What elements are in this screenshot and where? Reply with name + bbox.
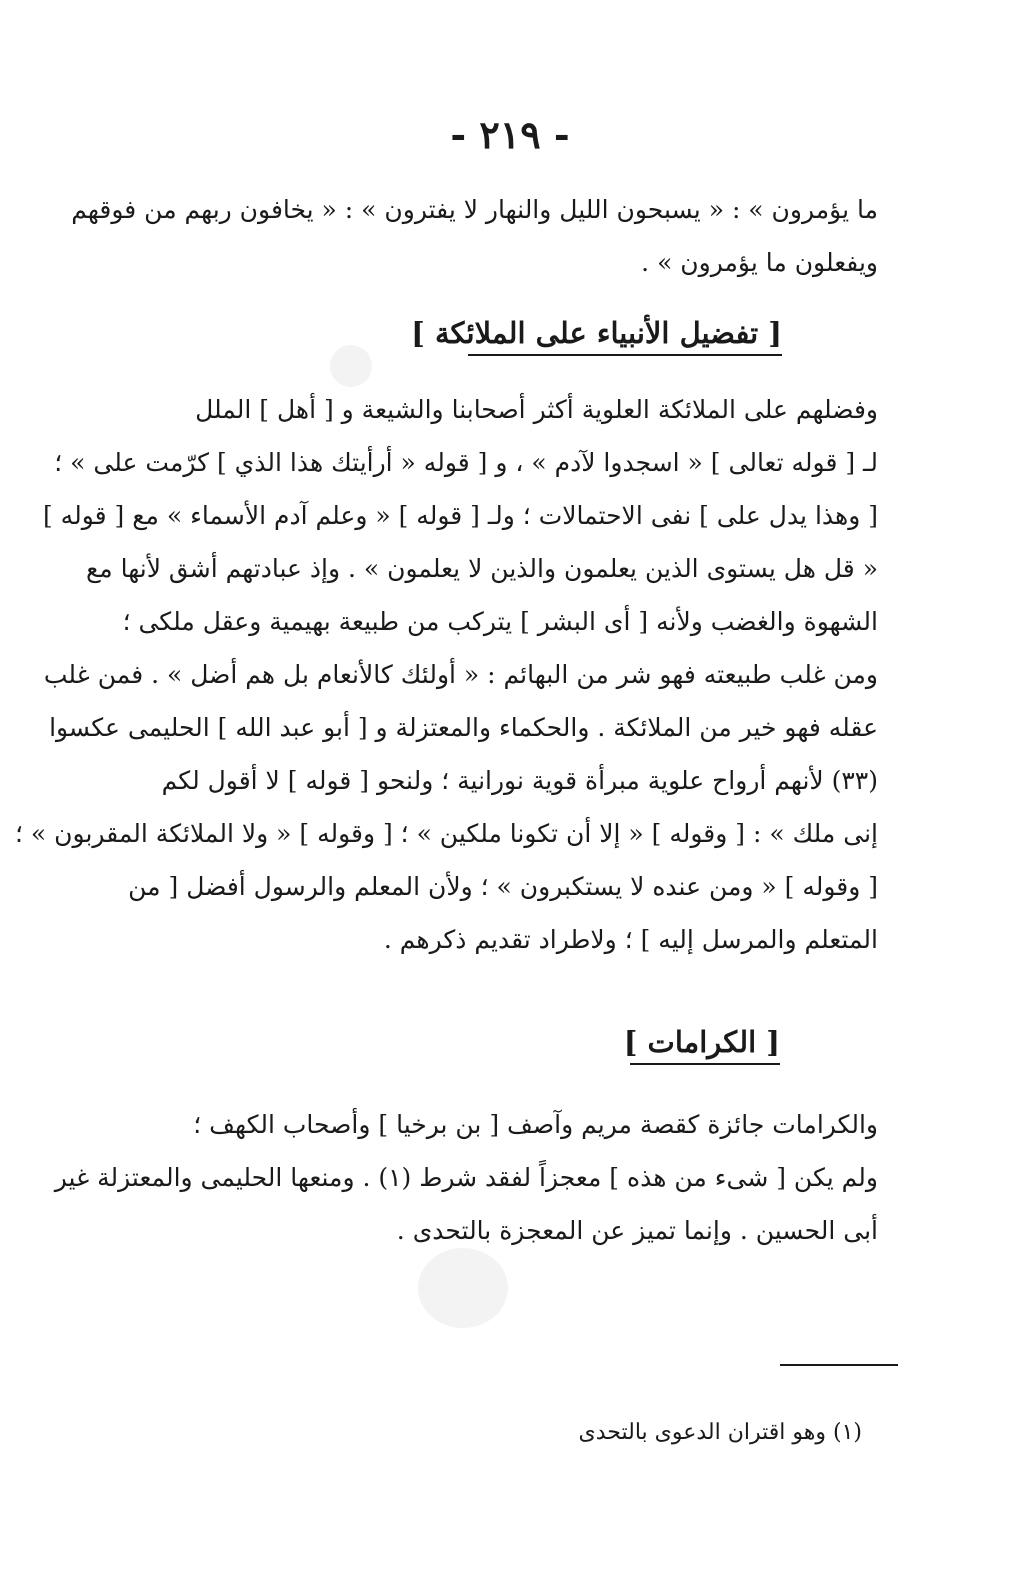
- text-line: عقله فهو خير من الملائكة . والحكماء والمعتزلة و [ أبو عبد الله ] الحليمى عكسوا: [49, 713, 878, 742]
- text-line: (٣٣) لأنهم أرواح علوية مبرأة قوية نورانية ؛ ولنحو [ قوله ] لا أقول لكم: [161, 766, 878, 795]
- paper-smudge: [418, 1248, 508, 1328]
- text-line: وفضلهم على الملائكة العلوية أكثر أصحابنا والشيعة و [ أهل ] الملل: [195, 395, 878, 424]
- text-line: [ وهذا يدل على ] نفى الاحتمالات ؛ ولـ [ قوله ] « وعلم آدم الأسماء » مع [ قوله ]: [42, 501, 878, 530]
- heading-underline: [468, 354, 782, 356]
- footnote: (١) وهو اقتران الدعوى بالتحدى: [578, 1420, 862, 1445]
- text-line: الشهوة والغضب ولأنه [ أى البشر ] يتركب من طبيعة بهيمية وعقل ملكى ؛: [122, 607, 878, 636]
- heading-text: [ الكرامات ]: [623, 1025, 780, 1059]
- text-line: « قل هل يستوى الذين يعلمون والذين لا يعلمون » . وإذ عبادتهم أشق لأنها مع: [85, 554, 878, 583]
- text-line: ولم يكن [ شىء من هذه ] معجزاً لفقد شرط (١) . ومنعها الحليمى والمعتزلة غير: [54, 1163, 878, 1192]
- paper-smudge: [330, 345, 372, 387]
- text-line: أبى الحسين . وإنما تميز عن المعجزة بالتحدى .: [396, 1216, 878, 1245]
- text-line: [ وقوله ] « ومن عنده لا يستكبرون » ؛ ولأن المعلم والرسول أفضل [ من: [128, 872, 878, 901]
- text-line: لـ [ قوله تعالى ] « اسجدوا لآدم » ، و [ قوله « أرأيتك هذا الذي ] كرّمت على » ؛: [54, 448, 878, 477]
- footnote-separator: [780, 1364, 898, 1366]
- text-line: ما يؤمرون » : « يسبحون الليل والنهار لا يفترون » : « يخافون ربهم من فوقهم: [71, 195, 878, 224]
- heading-underline: [630, 1063, 780, 1065]
- paragraph-1: [71, 183, 878, 289]
- heading-text: [ تفضيل الأنبياء على الملائكة ]: [411, 316, 782, 350]
- section-heading-prophets-over-angels: [411, 316, 782, 356]
- paragraph-3: [54, 1098, 878, 1257]
- paragraph-2: [15, 383, 878, 966]
- text-line: إنى ملك » : [ وقوله ] « إلا أن تكونا ملكين » ؛ [ وقوله ] « ولا الملائكة المقربون » ؛: [15, 819, 878, 848]
- text-line: المتعلم والمرسل إليه ] ؛ ولاطراد تقديم ذكرهم .: [383, 925, 878, 954]
- page-number: - ٢١٩ -: [450, 112, 570, 157]
- text-line: والكرامات جائزة كقصة مريم وآصف [ بن برخيا ] وأصحاب الكهف ؛: [193, 1110, 878, 1139]
- text-line: ومن غلب طبيعته فهو شر من البهائم : « أولئك كالأنعام بل هم أضل » . فمن غلب: [43, 660, 878, 689]
- section-heading-miracles: [623, 1025, 780, 1065]
- text-line: ويفعلون ما يؤمرون » .: [641, 248, 878, 277]
